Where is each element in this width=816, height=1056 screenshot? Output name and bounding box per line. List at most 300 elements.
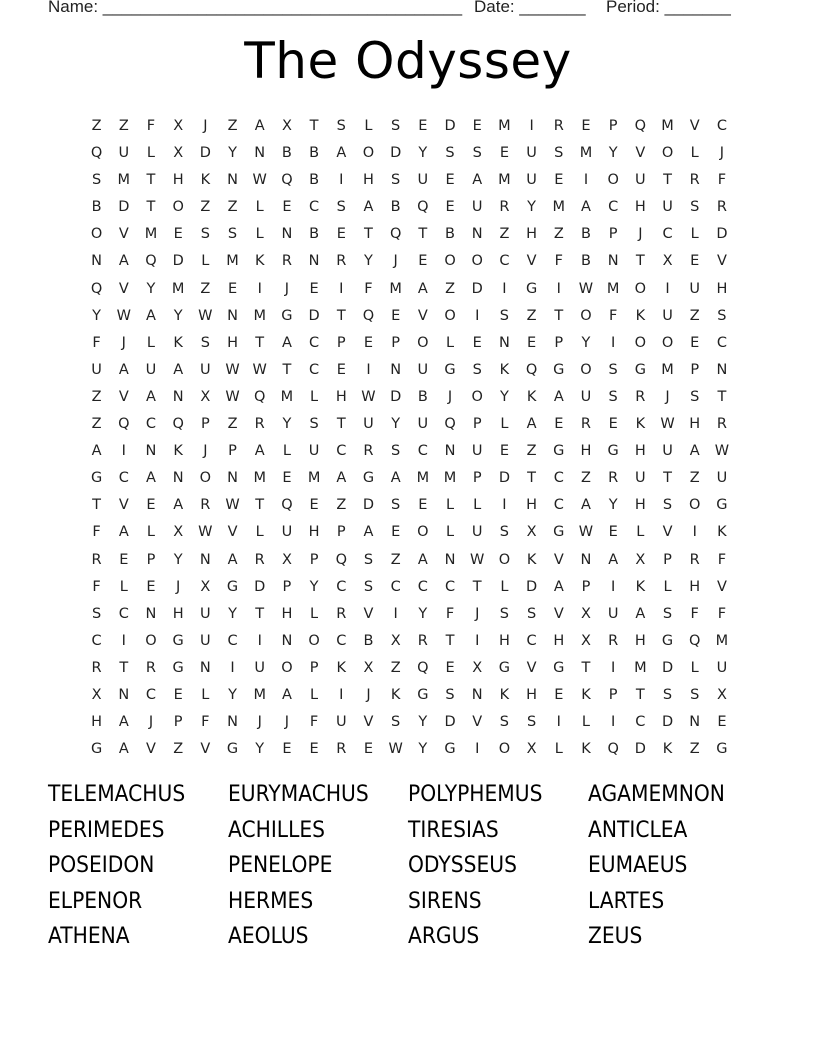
grid-letter[interactable]: C bbox=[417, 443, 428, 460]
grid-letter[interactable]: H bbox=[580, 443, 592, 460]
grid-letter[interactable]: M bbox=[443, 470, 457, 487]
grid-letter[interactable]: T bbox=[255, 497, 265, 514]
grid-letter[interactable]: L bbox=[146, 524, 156, 541]
grid-letter[interactable]: N bbox=[172, 388, 184, 405]
grid-letter[interactable]: L bbox=[119, 578, 128, 595]
grid-letter[interactable]: E bbox=[227, 280, 238, 297]
grid-letter[interactable]: M bbox=[253, 686, 266, 703]
grid-letter[interactable]: G bbox=[661, 632, 674, 649]
grid-letter[interactable]: U bbox=[335, 714, 347, 731]
grid-letter[interactable]: P bbox=[228, 443, 237, 460]
grid-letter[interactable]: O bbox=[471, 388, 483, 405]
grid-letter[interactable]: M bbox=[552, 199, 566, 216]
grid-letter[interactable]: N bbox=[227, 172, 238, 189]
grid-letter[interactable]: N bbox=[444, 551, 456, 568]
grid-letter[interactable]: E bbox=[282, 741, 292, 758]
grid-letter[interactable]: Y bbox=[173, 551, 183, 568]
grid-letter[interactable]: Q bbox=[417, 199, 429, 216]
grid-letter[interactable]: I bbox=[665, 280, 670, 297]
grid-letter[interactable]: E bbox=[472, 334, 482, 351]
grid-letter[interactable]: E bbox=[690, 253, 700, 270]
grid-letter[interactable]: E bbox=[445, 172, 455, 189]
grid-letter[interactable]: J bbox=[366, 686, 371, 703]
grid-letter[interactable]: I bbox=[339, 686, 344, 703]
grid-letter[interactable]: U bbox=[118, 145, 130, 162]
grid-letter[interactable]: A bbox=[173, 497, 184, 514]
grid-letter[interactable]: X bbox=[281, 551, 292, 568]
grid-letter[interactable]: L bbox=[201, 253, 210, 270]
grid-letter[interactable]: L bbox=[310, 605, 319, 622]
grid-letter[interactable]: V bbox=[553, 605, 564, 622]
grid-letter[interactable]: I bbox=[230, 659, 235, 676]
grid-letter[interactable]: A bbox=[146, 470, 156, 487]
grid-letter[interactable]: J bbox=[148, 714, 154, 731]
grid-letter[interactable]: C bbox=[553, 497, 564, 514]
grid-letter[interactable]: J bbox=[257, 714, 262, 731]
grid-letter[interactable]: U bbox=[526, 145, 537, 162]
grid-letter[interactable]: S bbox=[391, 714, 401, 731]
grid-letter[interactable]: D bbox=[444, 118, 456, 134]
grid-letter[interactable]: G bbox=[525, 280, 538, 297]
grid-letter[interactable]: J bbox=[475, 605, 480, 622]
grid-letter[interactable]: Y bbox=[92, 307, 102, 324]
grid-letter[interactable]: U bbox=[200, 605, 211, 622]
grid-letter[interactable]: E bbox=[119, 551, 129, 568]
grid-letter[interactable]: F bbox=[146, 118, 156, 134]
grid-letter[interactable]: J bbox=[665, 388, 670, 405]
grid-letter[interactable]: K bbox=[581, 686, 591, 703]
grid-letter[interactable]: M bbox=[661, 361, 674, 378]
grid-letter[interactable]: E bbox=[309, 741, 319, 758]
grid-letter[interactable]: V bbox=[472, 714, 483, 731]
grid-letter[interactable]: O bbox=[607, 172, 619, 189]
grid-letter[interactable]: A bbox=[281, 334, 292, 351]
grid-letter[interactable]: O bbox=[661, 334, 674, 351]
grid-letter[interactable]: J bbox=[176, 578, 181, 595]
grid-letter[interactable]: T bbox=[581, 659, 591, 676]
grid-letter[interactable]: E bbox=[146, 578, 156, 595]
grid-letter[interactable]: U bbox=[254, 659, 266, 676]
grid-letter[interactable]: Q bbox=[335, 551, 347, 568]
grid-letter[interactable]: U bbox=[526, 172, 537, 189]
grid-letter[interactable]: T bbox=[336, 307, 346, 324]
grid-letter[interactable]: G bbox=[226, 741, 239, 758]
grid-letter[interactable]: U bbox=[662, 199, 673, 216]
grid-letter[interactable]: T bbox=[445, 632, 455, 649]
grid-letter[interactable]: U bbox=[716, 470, 728, 487]
grid-letter[interactable]: V bbox=[118, 280, 129, 297]
grid-letter[interactable]: J bbox=[203, 443, 208, 460]
grid-letter[interactable]: M bbox=[416, 470, 430, 487]
grid-letter[interactable]: R bbox=[635, 388, 646, 405]
grid-letter[interactable]: L bbox=[581, 714, 591, 731]
grid-letter[interactable]: A bbox=[417, 551, 428, 568]
grid-letter[interactable]: K bbox=[526, 551, 537, 568]
grid-letter[interactable]: I bbox=[339, 280, 344, 297]
grid-letter[interactable]: E bbox=[391, 524, 401, 541]
grid-letter[interactable]: Z bbox=[390, 659, 401, 676]
grid-letter[interactable]: S bbox=[472, 361, 482, 378]
grid-letter[interactable]: G bbox=[417, 686, 429, 703]
grid-letter[interactable]: K bbox=[662, 741, 673, 758]
grid-letter[interactable]: S bbox=[391, 118, 401, 134]
grid-letter[interactable]: O bbox=[444, 253, 456, 270]
grid-letter[interactable]: N bbox=[145, 605, 157, 622]
grid-letter[interactable]: S bbox=[445, 145, 455, 162]
grid-letter[interactable]: I bbox=[257, 280, 262, 297]
grid-letter[interactable]: S bbox=[554, 145, 564, 162]
grid-letter[interactable]: A bbox=[146, 388, 156, 405]
grid-letter[interactable]: K bbox=[254, 253, 265, 270]
grid-letter[interactable]: O bbox=[281, 659, 293, 676]
grid-letter[interactable]: Q bbox=[417, 659, 429, 676]
grid-letter[interactable]: D bbox=[390, 388, 402, 405]
grid-letter[interactable]: M bbox=[498, 172, 511, 189]
grid-letter[interactable]: O bbox=[580, 307, 592, 324]
grid-letter[interactable]: C bbox=[145, 686, 157, 703]
grid-letter[interactable]: G bbox=[281, 307, 293, 324]
grid-letter[interactable]: N bbox=[199, 659, 211, 676]
grid-letter[interactable]: V bbox=[363, 714, 374, 731]
name-field[interactable]: Name: ______________________________________ bbox=[48, 0, 463, 16]
grid-letter[interactable]: U bbox=[145, 361, 157, 378]
grid-letter[interactable]: B bbox=[417, 388, 428, 405]
grid-letter[interactable]: V bbox=[526, 253, 537, 270]
grid-letter[interactable]: F bbox=[608, 307, 618, 324]
grid-letter[interactable]: A bbox=[118, 253, 129, 270]
grid-letter[interactable]: S bbox=[662, 605, 673, 622]
grid-letter[interactable]: E bbox=[472, 118, 482, 134]
grid-letter[interactable]: N bbox=[118, 686, 130, 703]
grid-letter[interactable]: L bbox=[310, 388, 319, 405]
grid-letter[interactable]: N bbox=[607, 253, 619, 270]
grid-letter[interactable]: T bbox=[336, 416, 346, 433]
grid-letter[interactable]: I bbox=[611, 578, 616, 595]
grid-letter[interactable]: E bbox=[608, 416, 618, 433]
grid-letter[interactable]: W bbox=[388, 741, 403, 758]
grid-letter[interactable]: P bbox=[391, 334, 401, 351]
grid-letter[interactable]: V bbox=[553, 551, 564, 568]
grid-letter[interactable]: S bbox=[608, 361, 618, 378]
grid-letter[interactable]: Y bbox=[418, 714, 428, 731]
grid-letter[interactable]: W bbox=[252, 172, 267, 189]
grid-letter[interactable]: G bbox=[716, 741, 728, 758]
grid-letter[interactable]: D bbox=[471, 280, 483, 297]
grid-letter[interactable]: K bbox=[717, 524, 727, 541]
grid-letter[interactable]: T bbox=[472, 578, 482, 595]
grid-letter[interactable]: W bbox=[225, 388, 240, 405]
grid-letter[interactable]: A bbox=[689, 443, 700, 460]
grid-letter[interactable]: W bbox=[225, 361, 240, 378]
grid-letter[interactable]: A bbox=[91, 443, 102, 460]
grid-letter[interactable]: U bbox=[716, 659, 728, 676]
grid-letter[interactable]: G bbox=[444, 741, 456, 758]
grid-letter[interactable]: X bbox=[200, 578, 211, 595]
grid-letter[interactable]: Y bbox=[364, 253, 373, 270]
grid-letter[interactable]: O bbox=[498, 741, 511, 758]
grid-letter[interactable]: M bbox=[389, 280, 402, 297]
grid-letter[interactable]: G bbox=[90, 470, 103, 487]
grid-letter[interactable]: Q bbox=[525, 361, 538, 378]
grid-letter[interactable]: Y bbox=[418, 741, 428, 758]
grid-letter[interactable]: Y bbox=[282, 416, 292, 433]
grid-letter[interactable]: U bbox=[635, 172, 646, 189]
grid-letter[interactable]: K bbox=[526, 388, 537, 405]
grid-letter[interactable]: Y bbox=[581, 334, 591, 351]
grid-letter[interactable]: Y bbox=[391, 416, 401, 433]
grid-letter[interactable]: G bbox=[172, 659, 184, 676]
grid-letter[interactable]: S bbox=[91, 172, 102, 189]
grid-letter[interactable]: U bbox=[200, 361, 211, 378]
grid-letter[interactable]: T bbox=[554, 307, 564, 324]
grid-letter[interactable]: Q bbox=[444, 416, 456, 433]
grid-letter[interactable]: H bbox=[526, 686, 538, 703]
grid-letter[interactable]: Q bbox=[90, 145, 103, 162]
grid-letter[interactable]: O bbox=[689, 497, 701, 514]
grid-letter[interactable]: L bbox=[201, 686, 210, 703]
grid-letter[interactable]: Y bbox=[228, 605, 237, 622]
grid-letter[interactable]: F bbox=[364, 280, 373, 297]
grid-letter[interactable]: O bbox=[417, 524, 429, 541]
grid-letter[interactable]: P bbox=[554, 334, 564, 351]
grid-letter[interactable]: K bbox=[635, 578, 646, 595]
grid-letter[interactable]: S bbox=[526, 605, 537, 622]
grid-letter[interactable]: Y bbox=[309, 578, 319, 595]
grid-letter[interactable]: T bbox=[282, 361, 292, 378]
grid-letter[interactable]: U bbox=[281, 524, 293, 541]
grid-letter[interactable]: B bbox=[281, 145, 292, 162]
grid-letter[interactable]: Q bbox=[145, 253, 157, 270]
grid-letter[interactable]: R bbox=[716, 199, 727, 216]
grid-letter[interactable]: Z bbox=[200, 199, 211, 216]
grid-letter[interactable]: F bbox=[554, 253, 563, 270]
grid-letter[interactable]: H bbox=[526, 497, 538, 514]
grid-letter[interactable]: H bbox=[553, 632, 565, 649]
grid-letter[interactable]: V bbox=[118, 497, 129, 514]
grid-letter[interactable]: N bbox=[471, 226, 483, 243]
grid-letter[interactable]: Z bbox=[336, 497, 347, 514]
grid-letter[interactable]: S bbox=[336, 118, 346, 134]
grid-letter[interactable]: A bbox=[635, 605, 646, 622]
grid-letter[interactable]: C bbox=[145, 416, 157, 433]
grid-letter[interactable]: H bbox=[363, 172, 374, 189]
grid-letter[interactable]: F bbox=[717, 605, 727, 622]
grid-letter[interactable]: S bbox=[526, 714, 537, 731]
grid-letter[interactable]: A bbox=[581, 497, 591, 514]
grid-letter[interactable]: J bbox=[121, 334, 126, 351]
grid-letter[interactable]: E bbox=[363, 741, 374, 758]
grid-letter[interactable]: C bbox=[444, 578, 456, 595]
grid-letter[interactable]: U bbox=[417, 361, 429, 378]
grid-letter[interactable]: G bbox=[553, 659, 565, 676]
grid-letter[interactable]: O bbox=[444, 307, 456, 324]
grid-letter[interactable]: P bbox=[309, 551, 319, 568]
grid-letter[interactable]: C bbox=[526, 632, 537, 649]
grid-letter[interactable]: Q bbox=[281, 172, 293, 189]
grid-letter[interactable]: I bbox=[393, 605, 398, 622]
grid-letter[interactable]: R bbox=[689, 551, 700, 568]
grid-letter[interactable]: F bbox=[201, 714, 210, 731]
grid-letter[interactable]: C bbox=[608, 199, 619, 216]
grid-letter[interactable]: E bbox=[499, 443, 509, 460]
grid-letter[interactable]: I bbox=[121, 443, 126, 460]
grid-letter[interactable]: R bbox=[608, 632, 619, 649]
grid-letter[interactable]: Z bbox=[390, 551, 401, 568]
grid-letter[interactable]: K bbox=[336, 659, 347, 676]
grid-letter[interactable]: I bbox=[556, 714, 561, 731]
grid-letter[interactable]: M bbox=[226, 253, 239, 270]
grid-letter[interactable]: R bbox=[91, 551, 102, 568]
grid-letter[interactable]: H bbox=[227, 334, 238, 351]
grid-letter[interactable]: U bbox=[417, 416, 429, 433]
grid-letter[interactable]: C bbox=[227, 632, 238, 649]
grid-letter[interactable]: D bbox=[661, 659, 674, 676]
grid-letter[interactable]: N bbox=[91, 253, 103, 270]
grid-letter[interactable]: U bbox=[662, 443, 673, 460]
grid-letter[interactable]: G bbox=[553, 443, 565, 460]
grid-letter[interactable]: X bbox=[526, 741, 537, 758]
grid-letter[interactable]: T bbox=[635, 253, 645, 270]
grid-letter[interactable]: U bbox=[689, 280, 701, 297]
grid-letter[interactable]: A bbox=[417, 280, 428, 297]
grid-letter[interactable]: I bbox=[611, 714, 616, 731]
grid-letter[interactable]: C bbox=[309, 334, 320, 351]
grid-letter[interactable]: M bbox=[579, 145, 593, 162]
grid-letter[interactable]: V bbox=[118, 226, 129, 243]
grid-letter[interactable]: R bbox=[689, 172, 700, 189]
grid-letter[interactable]: N bbox=[716, 361, 728, 378]
grid-letter[interactable]: P bbox=[608, 226, 618, 243]
grid-letter[interactable]: W bbox=[198, 307, 213, 324]
grid-letter[interactable]: T bbox=[146, 199, 156, 216]
grid-letter[interactable]: D bbox=[526, 578, 538, 595]
grid-letter[interactable]: Z bbox=[118, 118, 129, 134]
grid-letter[interactable]: N bbox=[281, 632, 293, 649]
grid-letter[interactable]: N bbox=[227, 307, 238, 324]
grid-letter[interactable]: F bbox=[92, 334, 101, 351]
grid-letter[interactable]: Y bbox=[255, 741, 265, 758]
grid-letter[interactable]: L bbox=[500, 416, 509, 433]
grid-letter[interactable]: S bbox=[336, 199, 346, 216]
grid-letter[interactable]: U bbox=[471, 524, 483, 541]
grid-letter[interactable]: D bbox=[118, 199, 130, 216]
grid-letter[interactable]: H bbox=[716, 280, 728, 297]
grid-letter[interactable]: H bbox=[308, 524, 320, 541]
grid-letter[interactable]: G bbox=[553, 361, 565, 378]
grid-letter[interactable]: T bbox=[635, 686, 645, 703]
grid-letter[interactable]: Q bbox=[634, 118, 647, 134]
grid-letter[interactable]: I bbox=[611, 334, 616, 351]
grid-letter[interactable]: L bbox=[146, 334, 156, 351]
grid-letter[interactable]: T bbox=[663, 470, 672, 487]
grid-letter[interactable]: O bbox=[145, 632, 157, 649]
grid-letter[interactable]: C bbox=[716, 334, 727, 351]
grid-letter[interactable]: U bbox=[91, 361, 102, 378]
grid-letter[interactable]: R bbox=[254, 551, 265, 568]
grid-letter[interactable]: T bbox=[255, 605, 265, 622]
grid-letter[interactable]: N bbox=[689, 714, 701, 731]
grid-letter[interactable]: F bbox=[92, 524, 101, 541]
grid-letter[interactable]: S bbox=[391, 172, 401, 189]
grid-letter[interactable]: D bbox=[362, 497, 375, 514]
grid-letter[interactable]: P bbox=[472, 470, 482, 487]
grid-letter[interactable]: S bbox=[690, 388, 700, 405]
grid-letter[interactable]: D bbox=[498, 470, 510, 487]
grid-letter[interactable]: A bbox=[390, 470, 401, 487]
grid-letter[interactable]: I bbox=[556, 280, 561, 297]
grid-letter[interactable]: A bbox=[227, 551, 238, 568]
grid-letter[interactable]: R bbox=[281, 253, 292, 270]
grid-letter[interactable]: S bbox=[445, 686, 455, 703]
grid-letter[interactable]: Z bbox=[227, 416, 238, 433]
grid-letter[interactable]: A bbox=[173, 361, 184, 378]
grid-letter[interactable]: E bbox=[445, 199, 455, 216]
grid-letter[interactable]: Z bbox=[499, 226, 510, 243]
grid-letter[interactable]: R bbox=[336, 253, 347, 270]
grid-letter[interactable]: D bbox=[254, 578, 266, 595]
grid-letter[interactable]: N bbox=[227, 714, 238, 731]
grid-letter[interactable]: U bbox=[580, 388, 592, 405]
grid-letter[interactable]: O bbox=[362, 145, 375, 162]
grid-letter[interactable]: P bbox=[581, 578, 591, 595]
grid-letter[interactable]: T bbox=[146, 172, 156, 189]
grid-letter[interactable]: O bbox=[661, 145, 674, 162]
grid-letter[interactable]: N bbox=[390, 361, 402, 378]
grid-letter[interactable]: C bbox=[390, 578, 401, 595]
grid-letter[interactable]: X bbox=[716, 686, 727, 703]
grid-letter[interactable]: D bbox=[308, 307, 320, 324]
grid-letter[interactable]: Z bbox=[689, 307, 700, 324]
grid-letter[interactable]: I bbox=[692, 524, 697, 541]
grid-letter[interactable]: E bbox=[173, 226, 183, 243]
grid-letter[interactable]: C bbox=[417, 578, 428, 595]
grid-letter[interactable]: E bbox=[336, 226, 346, 243]
grid-letter[interactable]: C bbox=[553, 470, 564, 487]
grid-letter[interactable]: M bbox=[661, 118, 674, 134]
grid-letter[interactable]: L bbox=[554, 741, 563, 758]
grid-letter[interactable]: V bbox=[227, 524, 238, 541]
grid-letter[interactable]: U bbox=[635, 470, 646, 487]
grid-letter[interactable]: I bbox=[583, 172, 589, 189]
grid-letter[interactable]: C bbox=[91, 632, 102, 649]
grid-letter[interactable]: X bbox=[581, 605, 591, 622]
grid-letter[interactable]: N bbox=[444, 443, 456, 460]
grid-letter[interactable]: N bbox=[145, 443, 157, 460]
grid-letter[interactable]: B bbox=[309, 172, 320, 189]
grid-letter[interactable]: B bbox=[363, 632, 374, 649]
grid-letter[interactable]: Z bbox=[526, 443, 537, 460]
grid-letter[interactable]: L bbox=[146, 145, 156, 162]
grid-letter[interactable]: I bbox=[366, 361, 371, 378]
date-field[interactable]: Date: _______ bbox=[474, 0, 586, 16]
grid-letter[interactable]: A bbox=[118, 524, 129, 541]
grid-letter[interactable]: R bbox=[336, 605, 347, 622]
grid-letter[interactable]: E bbox=[527, 334, 537, 351]
grid-letter[interactable]: G bbox=[172, 632, 184, 649]
grid-letter[interactable]: P bbox=[173, 714, 183, 731]
grid-letter[interactable]: A bbox=[336, 145, 347, 162]
grid-letter[interactable]: E bbox=[146, 497, 156, 514]
grid-letter[interactable]: U bbox=[200, 632, 211, 649]
grid-letter[interactable]: S bbox=[690, 199, 700, 216]
grid-letter[interactable]: Y bbox=[527, 199, 537, 216]
grid-letter[interactable]: I bbox=[475, 741, 480, 758]
grid-letter[interactable]: G bbox=[634, 361, 646, 378]
grid-letter[interactable]: C bbox=[336, 578, 347, 595]
grid-letter[interactable]: S bbox=[391, 497, 401, 514]
grid-letter[interactable]: W bbox=[660, 416, 675, 433]
grid-letter[interactable]: E bbox=[554, 172, 564, 189]
